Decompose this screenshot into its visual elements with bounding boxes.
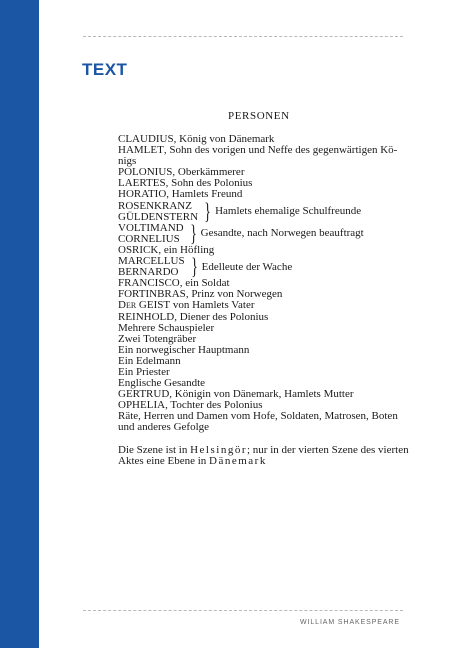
hamlet-continuation: nigs <box>118 155 137 168</box>
person-name: CLAUDIUS <box>118 133 174 145</box>
person-name: ROSENKRANZ <box>118 199 192 212</box>
person-name: Der GEIST <box>118 299 171 312</box>
brace-symbol: } <box>190 254 198 280</box>
person-desc: , Prinz von Norwegen <box>185 288 283 301</box>
group-edelleute <box>118 256 418 278</box>
person-name: CORNELIUS <box>118 232 180 245</box>
person-name: OPHELIA <box>118 399 166 412</box>
person-desc: , Sohn des vorigen und Neffe des gegenwärtigen Kö- <box>163 144 398 157</box>
group-desc: Hamlets ehemalige Schulfreunde <box>215 205 362 218</box>
plain-line: Ein norwegischer Hauptmann <box>118 343 250 356</box>
extras-line: und anderes Gefolge <box>118 421 210 434</box>
person-name: FRANCISCO <box>118 277 180 290</box>
person-desc: , Königin von Dänemark, Hamlets Mutter <box>169 388 354 401</box>
brace-symbol: } <box>189 220 197 246</box>
plain-line: Ein Edelmann <box>118 354 181 367</box>
plain-line: Englische Gesandte <box>118 377 206 390</box>
person-name: POLONIUS <box>118 166 173 179</box>
scene-place: Helsingör <box>190 443 247 456</box>
person-name: OSRICK <box>118 243 159 256</box>
person-line-horatio <box>118 189 418 200</box>
personen-heading: PERSONEN <box>228 110 290 122</box>
person-name: LAERTES <box>118 177 166 190</box>
person-desc: , ein Soldat <box>179 277 230 290</box>
person-name: FORTINBRAS <box>118 288 186 301</box>
brace-symbol: } <box>204 198 211 224</box>
person-desc: von Hamlets Vater <box>170 299 255 312</box>
scene-line-2 <box>118 456 418 467</box>
group-names <box>118 223 184 245</box>
bottom-dashed-rule <box>83 610 403 611</box>
person-name: HAMLET <box>118 144 164 157</box>
person-line-hamlet <box>118 145 418 156</box>
plain-line: Zwei Totengräber <box>118 332 197 345</box>
group-names <box>118 256 185 278</box>
person-desc: , König von Dänemark <box>173 133 275 145</box>
group-gesandte <box>118 220 418 246</box>
group-schulfreunde <box>118 198 418 224</box>
person-name: GERTRUD <box>118 388 170 401</box>
footer-credit: WILLIAM SHAKESPEARE <box>300 619 400 626</box>
person-name: HORATIO <box>118 188 167 201</box>
extras-line: Räte, Herren und Damen vom Hofe, Soldaten, Matrosen, Boten <box>118 410 398 423</box>
group-names <box>118 201 198 223</box>
person-desc: , Tochter des Polonius <box>165 399 263 412</box>
blue-side-bar <box>0 0 39 648</box>
person-desc: , ein Höfling <box>158 243 215 256</box>
person-name: GÜLDENSTERN <box>118 210 199 223</box>
person-name: REINHOLD <box>118 310 175 323</box>
scene-text: Die Szene ist in <box>118 443 191 456</box>
scene-text: Aktes eine Ebene in <box>118 454 210 467</box>
person-name: BERNARDO <box>118 266 179 279</box>
person-desc: , Sohn des Polonius <box>165 177 253 190</box>
person-desc: , Diener des Polonius <box>174 310 269 323</box>
cast-list <box>118 134 418 467</box>
section-title: TEXT <box>82 60 128 79</box>
plain-line: Mehrere Schauspieler <box>118 321 215 334</box>
plain-line: Ein Priester <box>118 365 170 378</box>
group-desc: Gesandte, nach Norwegen beauftragt <box>200 227 364 240</box>
person-line-reinhold <box>118 312 418 323</box>
person-name: MARCELLUS <box>118 255 185 268</box>
group-desc: Edelleute der Wache <box>201 260 293 273</box>
scene-place: Dänemark <box>209 454 267 467</box>
scene-text: ; nur in der vierten Szene des vierten <box>247 443 409 456</box>
top-dashed-rule <box>83 36 403 37</box>
person-desc: , Hamlets Freund <box>166 188 243 201</box>
person-name: VOLTIMAND <box>118 221 184 234</box>
person-desc: , Oberkämmerer <box>172 166 245 179</box>
